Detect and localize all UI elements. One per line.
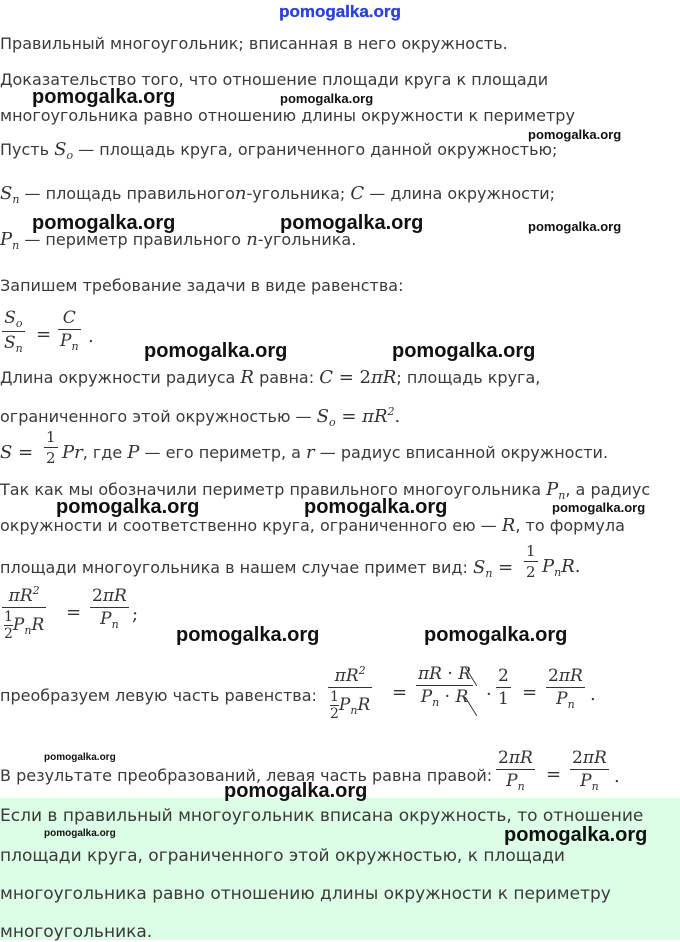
math-area-circle: $S_o$: [316, 406, 336, 429]
text-fragment: Так как мы обозначили периметр правильного многоугольника: [0, 480, 542, 499]
text-fragment: , а радиус: [565, 480, 651, 499]
math-pr: Pr: [62, 442, 83, 463]
watermark: pomogalka.org: [144, 340, 288, 362]
text-fragment: ограниченного этой окружностью —: [0, 407, 312, 426]
watermark: pomogalka.org: [280, 212, 424, 234]
math-r-small: r: [306, 442, 315, 463]
math-sn: $S_n$: [0, 183, 20, 206]
site-watermark-top[interactable]: pomogalka.org: [279, 2, 401, 21]
text-line: [0, 184, 555, 210]
text-fragment: окружности и соответственно круга, ограниченного ею —: [0, 516, 497, 535]
fraction-2piR-over-Pn: 2πR $P_n$: [572, 748, 607, 793]
watermark: pomogalka.org: [424, 624, 568, 646]
fraction-piR2-over-halfPnR: $\pi R^2$ $\frac{1}{2}$ $P_nR$: [330, 664, 371, 722]
math-n: n: [246, 229, 258, 250]
text-line: Правильный многоугольник; вписанная в него окружность.: [0, 34, 508, 53]
text-line: Запишем требование задачи в виде равенства:: [0, 276, 404, 295]
text-fragment: Длина окружности радиуса: [0, 368, 236, 387]
text-fragment: — длина окружности;: [369, 184, 556, 203]
dot-operator: ·: [486, 684, 492, 705]
watermark: pomogalka.org: [224, 780, 368, 802]
text-fragment: площади многоугольника в нашем случае примет вид:: [0, 558, 468, 577]
watermark: pomogalka.org: [392, 340, 536, 362]
equals-sign: =: [66, 602, 82, 623]
watermark: pomogalka.org: [528, 219, 622, 234]
text-fragment: равна:: [259, 368, 315, 387]
fraction-so-sn: $S_o$ $S_n$: [4, 308, 23, 355]
text-fragment: -угольника.: [257, 230, 357, 249]
fraction-2piR-over-Pn: 2πR $P_n$: [498, 748, 533, 793]
equals-sign: =: [392, 682, 408, 703]
text-fragment: — периметр правильного: [24, 230, 242, 249]
period: .: [614, 766, 620, 787]
fraction-half: 1 2: [526, 542, 536, 581]
text-fragment: Пусть: [0, 140, 50, 159]
watermark: pomogalka.org: [32, 212, 176, 234]
conclusion-line: многоугольника.: [0, 922, 153, 942]
math-circumference: C: [319, 367, 333, 388]
text-line: многоугольника равно отношению длины окружности к периметру: [0, 106, 575, 125]
text-line: [0, 516, 625, 536]
text-fragment: -угольника;: [246, 184, 346, 203]
text-line: [62, 443, 608, 463]
watermark: pomogalka.org: [32, 86, 176, 108]
watermark: pomogalka.org: [280, 91, 374, 106]
text-fragment: — площадь правильного: [24, 184, 235, 203]
watermark: pomogalka.org: [304, 496, 448, 518]
watermark: pomogalka.org: [56, 496, 200, 518]
math-s: S =: [0, 442, 34, 463]
fraction-2-over-1: 2 1: [498, 666, 509, 709]
semicolon: ;: [132, 604, 139, 625]
fraction-c-pn: C $P_n$: [60, 308, 79, 353]
math-n: n: [234, 183, 247, 204]
text-line: площади многоугольника в нашем случае примет вид: $S_n$ =: [0, 557, 514, 580]
watermark: pomogalka.org: [528, 127, 622, 142]
equals-sign: =: [522, 682, 538, 703]
text-fragment: ; площадь круга,: [396, 368, 541, 387]
equals-sign: =: [546, 764, 562, 785]
text-fragment: — его периметр, а: [144, 443, 301, 462]
conclusion-line: многоугольника равно отношению длины окружности к периметру: [0, 884, 611, 904]
fraction-piR2-over-halfPnR: $\pi R^2$ $\frac{1}{2}$ $P_nR$: [4, 584, 45, 642]
period: .: [590, 684, 596, 705]
math-so: $S_o$: [54, 139, 74, 162]
fraction-2piR-over-Pn: 2πR $P_n$: [92, 586, 127, 631]
text-fragment: , то формула: [515, 516, 625, 535]
fraction-2piR-over-Pn: 2πR $P_n$: [548, 666, 583, 711]
fraction-half: 1 2: [46, 428, 56, 467]
text-fragment: , где: [82, 443, 123, 462]
text-line: В результате преобразований, левая часть равна правой:: [0, 766, 493, 785]
text-line: [0, 140, 557, 166]
math-r: R: [240, 367, 254, 388]
math-r: R: [501, 515, 516, 536]
text-line: Длина окружности радиуса R равна: C = 2πR; площадь круга,: [0, 367, 541, 388]
math-pn: $P_n$: [546, 479, 566, 502]
watermark: pomogalka.org: [44, 752, 116, 763]
math-sn: $S_n$: [472, 557, 493, 580]
text-line: преобразуем левую часть равенства:: [0, 686, 317, 705]
equals-sign: =: [36, 324, 52, 345]
watermark: pomogalka.org: [552, 500, 646, 515]
text-line: Доказательство того, что отношение площади круга к площади: [0, 70, 549, 89]
math-c: C: [350, 183, 365, 204]
math-pn: $P_n$: [0, 229, 20, 252]
period: .: [88, 326, 94, 347]
math-pnr: $P_nR$.: [542, 556, 581, 579]
watermark: pomogalka.org: [504, 824, 648, 846]
watermark: pomogalka.org: [44, 828, 116, 839]
conclusion-line: площади круга, ограниченного этой окружностью, к площади: [0, 846, 565, 866]
text-fragment: — площадь круга, ограниченного данной окружностью;: [78, 140, 558, 159]
conclusion-line: Если в правильный многоугольник вписана окружность, то отношение: [0, 806, 644, 826]
watermark: pomogalka.org: [176, 624, 320, 646]
text-line: ограниченного этой окружностью — $S_o = \pi R^2$.: [0, 405, 401, 429]
text-fragment: — радиус вписанной окружности.: [319, 443, 609, 462]
math-p: P: [127, 442, 140, 463]
fraction-cancel: πR · R $P_n \cdot R$: [418, 664, 472, 709]
